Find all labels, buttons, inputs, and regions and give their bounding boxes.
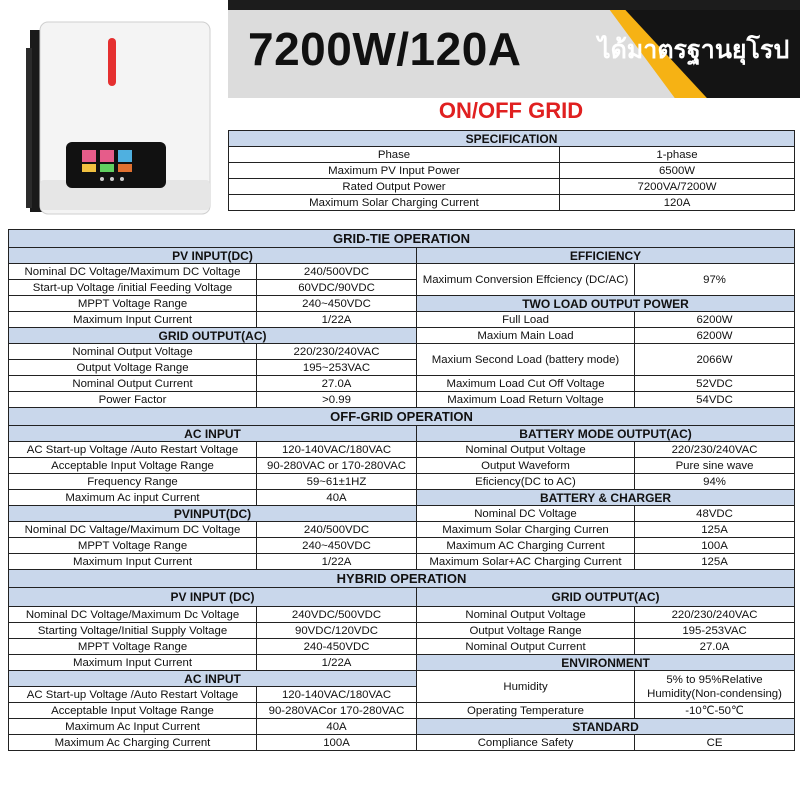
specification-table	[228, 130, 795, 211]
row-label: Maximum Load Cut Off Voltage	[417, 376, 635, 392]
two-load-heading: TWO LOAD OUTPUT POWER	[417, 296, 795, 312]
row-value: Pure sine wave	[635, 458, 795, 474]
row-value: 40A	[257, 719, 417, 735]
operations-table	[8, 229, 795, 751]
row-value: 1/22A	[257, 554, 417, 570]
row-label: Maximum Input Current	[9, 655, 257, 671]
row-label: Maximum AC Charging Current	[417, 538, 635, 554]
humidity-value: 5% to 95%Relative Humidity(Non-condensing)	[635, 671, 795, 703]
row-label: Maximum Input Current	[9, 554, 257, 570]
row-value: 90VDC/120VDC	[257, 623, 417, 639]
row-label: Maximum Ac Input Current	[9, 719, 257, 735]
row-label: Output Voltage Range	[9, 360, 257, 376]
table-row	[9, 442, 795, 458]
row-label: Nominal Output Current	[417, 639, 635, 655]
grid-mode-label: ON/OFF GRID	[438, 98, 584, 123]
row-value: 125A	[635, 522, 795, 538]
spec-value: 6500W	[560, 163, 795, 179]
row-label: Acceptable Input Voltage Range	[9, 458, 257, 474]
second-load-value: 2066W	[635, 344, 795, 376]
row-label: Maximum Solar+AC Charging Current	[417, 554, 635, 570]
table-row	[9, 312, 795, 328]
second-load-label: Maxium Second Load (battery mode)	[417, 344, 635, 376]
operating-temp-value: -10℃-50℃	[635, 703, 795, 719]
table-row	[9, 474, 795, 490]
row-value: 1/22A	[257, 312, 417, 328]
row-label: Nominal Output Voltage	[417, 607, 635, 623]
spec-value: 7200VA/7200W	[560, 179, 795, 195]
og-battery-charger-heading: BATTERY & CHARGER	[417, 490, 795, 506]
table-row	[9, 490, 795, 506]
row-value: >0.99	[257, 392, 417, 408]
row-label: Full Load	[417, 312, 635, 328]
og-battery-mode-heading: BATTERY MODE OUTPUT(AC)	[417, 426, 795, 442]
row-value: 100A	[635, 538, 795, 554]
table-row	[9, 392, 795, 408]
og-pv-input-heading: PVINPUT(DC)	[9, 506, 417, 522]
compliance-label: Compliance Safety	[417, 735, 635, 751]
row-value: 100A	[257, 735, 417, 751]
humidity-label: Humidity	[417, 671, 635, 703]
row-label: Maximum Input Current	[9, 312, 257, 328]
efficiency-value: 97%	[635, 264, 795, 296]
spec-value: 1-phase	[560, 147, 795, 163]
spec-value: 120A	[560, 195, 795, 211]
row-label: AC Start-up Voltage /Auto Restart Voltage	[9, 442, 257, 458]
hybrid-heading: HYBRID OPERATION	[9, 570, 795, 588]
row-label: Output Voltage Range	[417, 623, 635, 639]
hy-environment-heading: ENVIRONMENT	[417, 655, 795, 671]
table-row	[9, 703, 795, 719]
off-grid-heading: OFF-GRID OPERATION	[9, 408, 795, 426]
table-row	[9, 655, 795, 671]
table-row	[9, 554, 795, 570]
hy-pv-input-heading: PV INPUT (DC)	[9, 588, 417, 607]
row-label: Maximum Ac input Current	[9, 490, 257, 506]
gt-pv-input-heading: PV INPUT(DC)	[9, 248, 417, 264]
row-value: 240~450VDC	[257, 538, 417, 554]
row-value: 220/230/240VAC	[635, 607, 795, 623]
row-value: 48VDC	[635, 506, 795, 522]
row-value: 52VDC	[635, 376, 795, 392]
row-value: 27.0A	[257, 376, 417, 392]
table-row	[9, 671, 795, 687]
compliance-value: CE	[635, 735, 795, 751]
row-value: 27.0A	[635, 639, 795, 655]
spec-label: Maximum PV Input Power	[229, 163, 560, 179]
row-label: MPPT Voltage Range	[9, 296, 257, 312]
row-value: 40A	[257, 490, 417, 506]
row-value: 120-140VAC/180VAC	[257, 687, 417, 703]
hy-ac-input-heading: AC INPUT	[9, 671, 417, 687]
page-title: 7200W/120A	[248, 23, 522, 75]
row-label: Maximum Ac Charging Current	[9, 735, 257, 751]
gt-efficiency-heading: EFFICIENCY	[417, 248, 795, 264]
row-value: 1/22A	[257, 655, 417, 671]
inverter-product-image	[20, 8, 215, 218]
table-row	[9, 344, 795, 360]
efficiency-label: Maximum Conversion Effciency (DC/AC)	[417, 264, 635, 296]
row-label: Maxium Main Load	[417, 328, 635, 344]
row-value: 90-280VAC or 170-280VAC	[257, 458, 417, 474]
table-row	[9, 719, 795, 735]
row-value: 125A	[635, 554, 795, 570]
table-row	[229, 195, 795, 211]
banner-top-line	[228, 0, 800, 10]
row-value: 60VDC/90VDC	[257, 280, 417, 296]
table-row	[9, 506, 795, 522]
table-row	[9, 639, 795, 655]
table-row	[9, 607, 795, 623]
table-row	[9, 522, 795, 538]
row-label: Nominal DC Voltage	[417, 506, 635, 522]
row-value: 240VDC/500VDC	[257, 607, 417, 623]
row-value: 90-280VACor 170-280VAC	[257, 703, 417, 719]
spec-heading: SPECIFICATION	[229, 131, 795, 147]
row-label: Eficiency(DC to AC)	[417, 474, 635, 490]
row-label: Nominal Output Current	[9, 376, 257, 392]
gt-grid-output-heading: GRID OUTPUT(AC)	[9, 328, 417, 344]
row-label: Output Waveform	[417, 458, 635, 474]
header-banner	[228, 0, 800, 98]
row-label: Nominal DC Voltage/Maximum Dc Voltage	[9, 607, 257, 623]
row-value: 59~61±1HZ	[257, 474, 417, 490]
spec-label: Phase	[229, 147, 560, 163]
spec-label: Maximum Solar Charging Current	[229, 195, 560, 211]
table-row	[9, 623, 795, 639]
row-value: 6200W	[635, 328, 795, 344]
row-value: 120-140VAC/180VAC	[257, 442, 417, 458]
row-value: 220/230/240VAC	[257, 344, 417, 360]
table-row	[9, 328, 795, 344]
row-value: 94%	[635, 474, 795, 490]
row-value: 195~253VAC	[257, 360, 417, 376]
row-label: AC Start-up Voltage /Auto Restart Voltage	[9, 687, 257, 703]
grid-tie-heading: GRID-TIE OPERATION	[9, 230, 795, 248]
row-value: 195-253VAC	[635, 623, 795, 639]
table-row	[9, 296, 795, 312]
row-value: 240~450VDC	[257, 296, 417, 312]
spec-label: Rated Output Power	[229, 179, 560, 195]
table-row	[9, 264, 795, 280]
row-label: Maximum Solar Charging Curren	[417, 522, 635, 538]
table-row	[9, 458, 795, 474]
row-label: MPPT Voltage Range	[9, 538, 257, 554]
row-label: Nominal Output Voltage	[417, 442, 635, 458]
row-value: 6200W	[635, 312, 795, 328]
standard-badge: ได้มาตรฐานยุโรป	[598, 36, 790, 64]
hy-standard-heading: STANDARD	[417, 719, 795, 735]
row-label: Power Factor	[9, 392, 257, 408]
table-row	[229, 163, 795, 179]
row-label: Starting Voltage/Initial Supply Voltage	[9, 623, 257, 639]
table-row	[9, 735, 795, 751]
row-value: 240-450VDC	[257, 639, 417, 655]
table-row	[229, 179, 795, 195]
table-row	[9, 376, 795, 392]
table-row	[229, 147, 795, 163]
row-label: Nominal DC Voltage/Maximum DC Voltage	[9, 264, 257, 280]
row-label: Maximum Load Return Voltage	[417, 392, 635, 408]
row-label: Start-up Voltage /initial Feeding Voltage	[9, 280, 257, 296]
row-label: Nominal Output Voltage	[9, 344, 257, 360]
row-label: Acceptable Input Voltage Range	[9, 703, 257, 719]
operating-temp-label: Operating Temperature	[417, 703, 635, 719]
row-value: 240/500VDC	[257, 522, 417, 538]
table-row	[9, 538, 795, 554]
row-label: MPPT Voltage Range	[9, 639, 257, 655]
row-label: Frequency Range	[9, 474, 257, 490]
row-value: 220/230/240VAC	[635, 442, 795, 458]
hy-grid-output-heading: GRID OUTPUT(AC)	[417, 588, 795, 607]
row-value: 240/500VDC	[257, 264, 417, 280]
og-ac-input-heading: AC INPUT	[9, 426, 417, 442]
row-value: 54VDC	[635, 392, 795, 408]
row-label: Nominal DC Valtage/Maximum DC Voltage	[9, 522, 257, 538]
